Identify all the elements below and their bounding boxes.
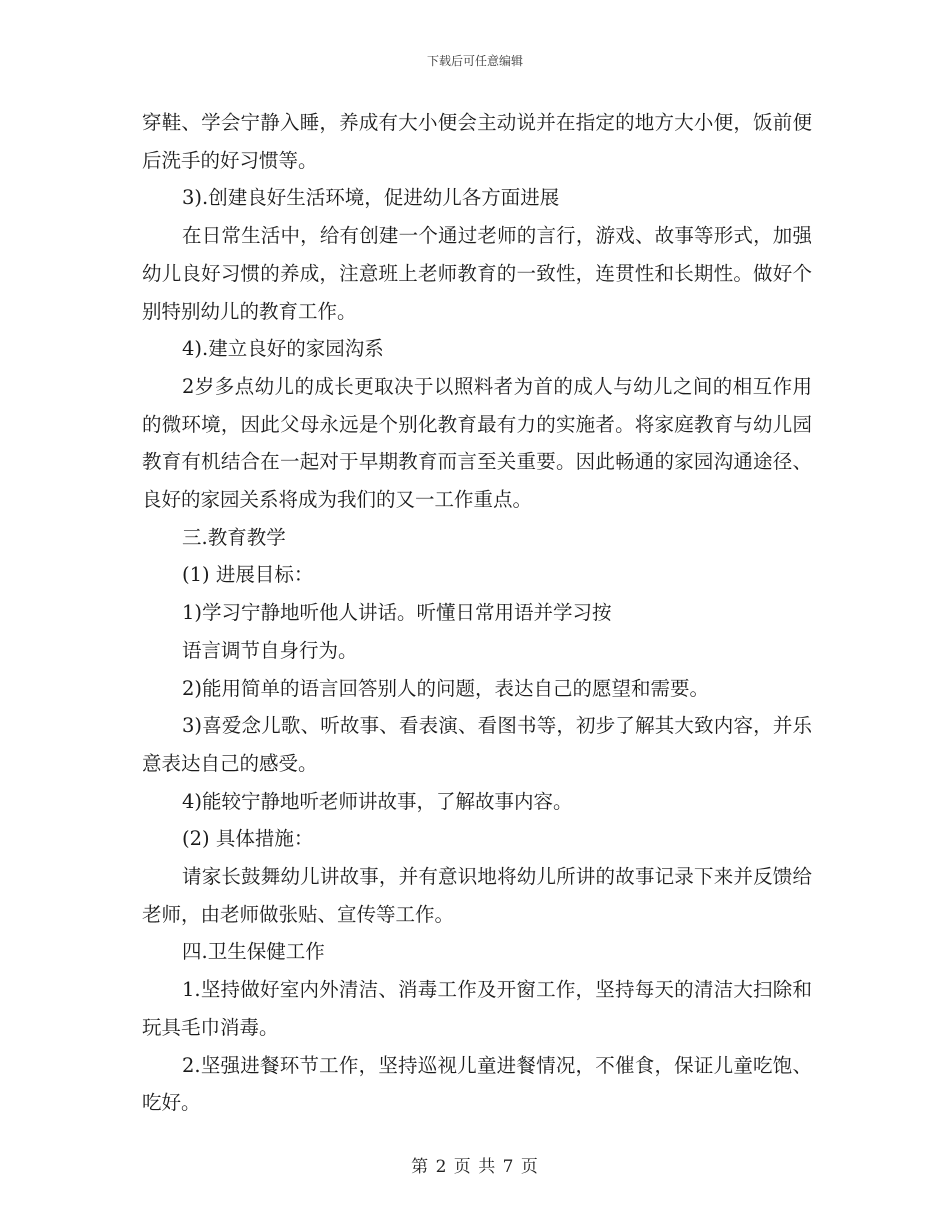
paragraph-1: 穿鞋、学会宁静入睡，养成有大小便会主动说并在指定的地方大小便，饭前便后洗手的好习惯等。 <box>142 111 812 172</box>
section-heading-hygiene: 四.卫生保健工作 <box>182 940 325 964</box>
paragraph-5: 2岁多点幼儿的成长更取决于以照料者为首的成人与幼儿之间的相互作用的微环境，因此父母永远是个别化教育最有力的实施者。将家庭教育与幼儿园教育有机结合在一起对于早期教育而言至关重要。因此畅通的家园沟通途径、良好的家园关系将成为我们的又一工作重点。 <box>142 374 812 512</box>
paragraph-4: 4).建立良好的家园沟系 <box>182 337 384 361</box>
section-heading-education: 三.教育教学 <box>182 525 286 549</box>
paragraph-3: 在日常生活中，给有创建一个通过老师的言行，游戏、故事等形式，加强幼儿良好习惯的养成，注意班上老师教育的一致性，连贯性和长期性。做好个别特别幼儿的教育工作。 <box>142 224 812 323</box>
page-number: 第 2 页 共 7 页 <box>411 1157 539 1177</box>
hygiene-item-2: 2.坚强进餐环节工作，坚持巡视儿童进餐情况，不催食，保证儿童吃饱、吃好。 <box>142 1053 812 1115</box>
download-note: 下载后可任意编辑 <box>426 54 523 68</box>
subheading-goals: (1) 进展目标： <box>182 563 314 587</box>
measures-paragraph: 请家长鼓舞幼儿讲故事，并有意识地将幼儿所讲的故事记录下来并反馈给老师，由老师做张贴、宣传等工作。 <box>142 865 812 926</box>
goal-item-3: 3)喜爱念儿歌、听故事、看表演、看图书等，初步了解其大致内容，并乐意表达自己的感受。 <box>142 714 812 775</box>
document-body <box>142 104 812 1122</box>
goal-item-1: 1)学习宁静地听他人讲话。听懂日常用语并学习按 <box>182 601 612 625</box>
goal-item-1-continued: 语言调节自身行为。 <box>182 638 358 662</box>
hygiene-item-1: 1.坚持做好室内外清洁、消毒工作及开窗工作，坚持每天的清洁大扫除和玩具毛巾消毒。 <box>142 978 812 1039</box>
subheading-measures: (2) 具体措施： <box>182 827 314 851</box>
paragraph-2: 3).创建良好生活环境，促进幼儿各方面进展 <box>182 186 560 210</box>
goal-item-4: 4)能较宁静地听老师讲故事，了解故事内容。 <box>182 789 573 813</box>
goal-item-2: 2)能用简单的语言回答别人的问题，表达自己的愿望和需要。 <box>182 676 710 700</box>
